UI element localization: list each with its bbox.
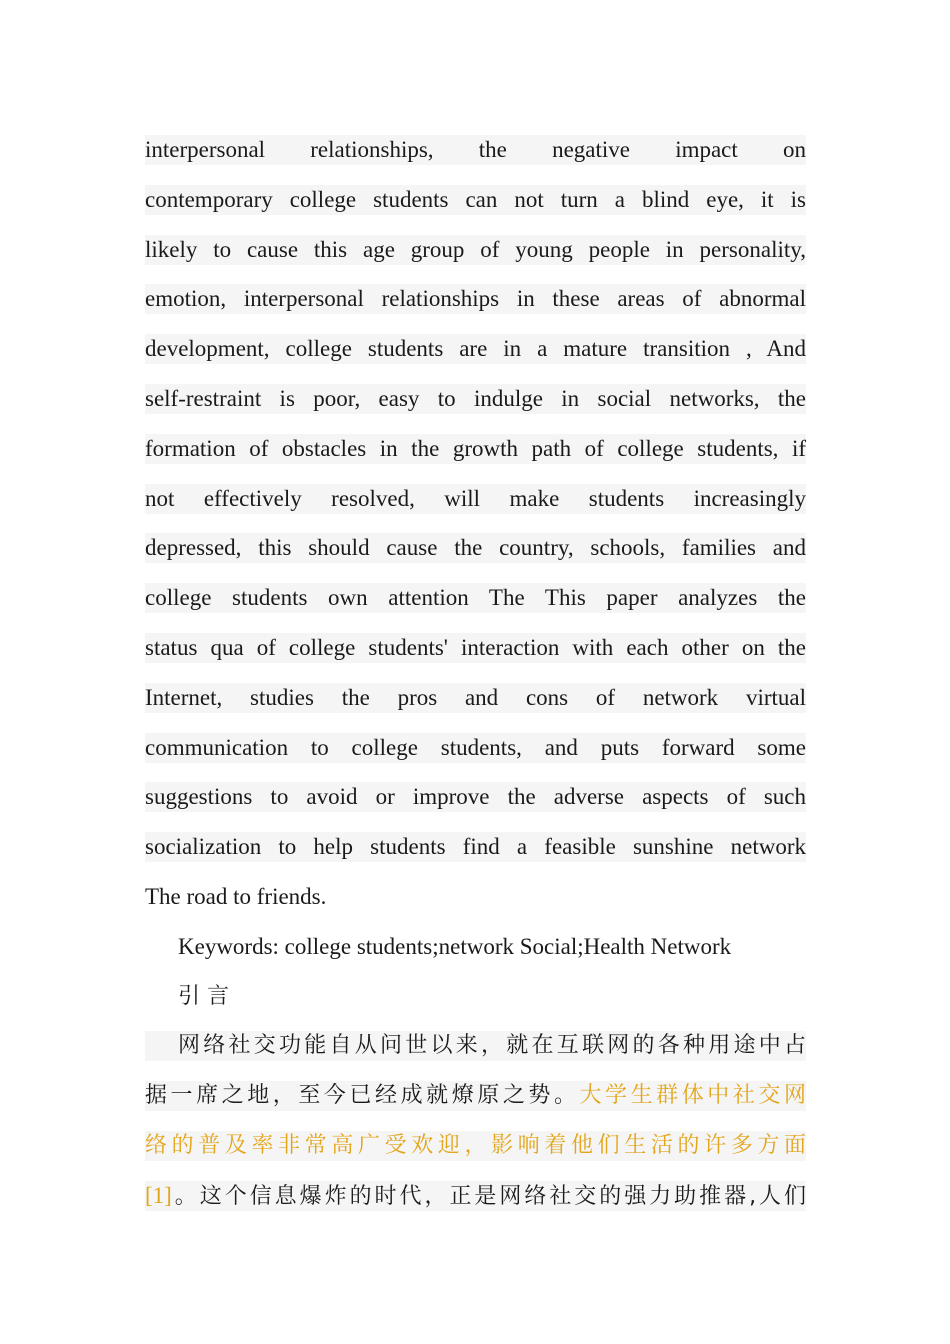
abstract-line: The road to friends. <box>145 883 327 909</box>
abstract-line: depressed, this should cause the country, schools, families and <box>145 533 806 563</box>
intro-highlight-text: 大学生群体中社交网 <box>579 1083 806 1109</box>
keywords-line: Keywords: college students;network Social;Health Network <box>178 933 732 959</box>
abstract-line: college students own attention The This paper analyzes the <box>145 583 806 613</box>
abstract-line: status qua of college students' interaction with each other on the <box>145 633 806 663</box>
abstract-line: interpersonal relationships, the negative impact on <box>145 135 806 165</box>
abstract-line: socialization to help students find a feasible sunshine network <box>145 832 806 862</box>
abstract-line: formation of obstacles in the growth path of college students, if <box>145 434 806 464</box>
abstract-paragraph <box>145 135 806 912</box>
intro-highlight-line: 络的普及率非常高广受欢迎，影响着他们生活的许多方面 <box>145 1131 806 1161</box>
abstract-line: likely to cause this age group of young people in personality, <box>145 235 806 265</box>
intro-heading: 引 言 <box>178 983 229 1009</box>
abstract-line: contemporary college students can not turn a blind eye, it is <box>145 185 806 215</box>
abstract-line: suggestions to avoid or improve the adverse aspects of such <box>145 782 806 812</box>
abstract-line: communication to college students, and puts forward some <box>145 733 806 763</box>
document-body <box>145 135 806 1231</box>
intro-line: 网络社交功能自从问世以来，就在互联网的各种用途中占 <box>145 1031 806 1061</box>
intro-text: 据一席之地，至今已经成就燎原之势。 <box>145 1083 580 1109</box>
intro-line <box>145 1081 806 1111</box>
citation-link[interactable]: [1] <box>145 1182 172 1208</box>
intro-paragraph <box>145 1031 806 1210</box>
intro-text: 。这个信息爆炸的时代，正是网络社交的强力助推器,人们 <box>171 1183 806 1209</box>
abstract-line: development, college students are in a mature transition , And <box>145 334 806 364</box>
abstract-line: Internet, studies the pros and cons of network virtual <box>145 683 806 713</box>
abstract-line: self-restraint is poor, easy to indulge in social networks, the <box>145 384 806 414</box>
abstract-line: not effectively resolved, will make students increasingly <box>145 484 806 514</box>
intro-line <box>145 1181 806 1211</box>
abstract-line: emotion, interpersonal relationships in these areas of abnormal <box>145 284 806 314</box>
